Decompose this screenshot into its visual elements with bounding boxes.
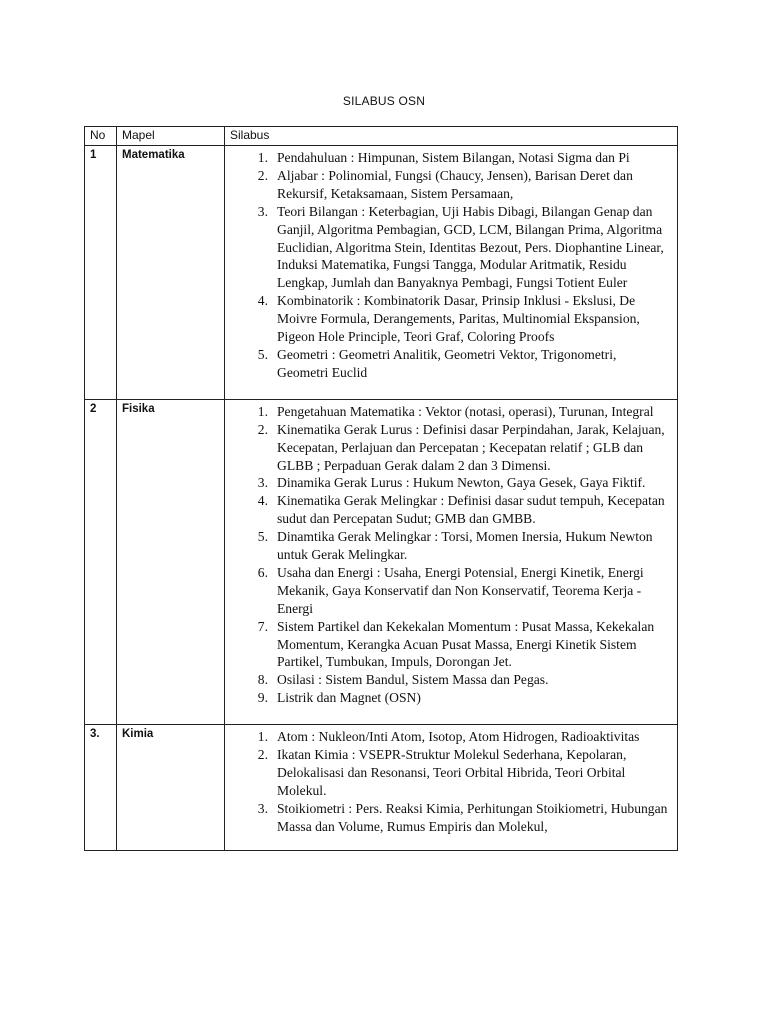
item-text: Kinematika Gerak Lurus : Definisi dasar Perpindahan, Jarak, Kelajuan, Kecepatan, Perlajuan dan Percepatan ; Kecepatan relatif ; GLB dan GLBB ; Perpaduan Gerak dalam 2 dan 3 Dimensi. [277, 421, 665, 473]
syllabus-item [225, 403, 671, 421]
syllabus-item [225, 149, 671, 167]
item-number: 2. [257, 747, 268, 763]
syllabus-item [225, 421, 671, 475]
syllabus-item [225, 618, 671, 672]
item-number: 9. [257, 690, 268, 706]
item-text: Aljabar : Polinomial, Fungsi (Chaucy, Jensen), Barisan Deret dan Rekursif, Ketaksamaan, Sistem Persamaan, [277, 167, 633, 201]
syllabus-list [225, 403, 671, 707]
syllabus-item [225, 671, 671, 689]
row-number: 2 [85, 399, 117, 724]
header-no: No [85, 127, 117, 146]
item-number: 2. [257, 421, 268, 437]
row-number: 3. [85, 725, 117, 851]
item-number: 5. [257, 529, 268, 545]
subject-name: Fisika [117, 399, 225, 724]
item-text: Pendahuluan : Himpunan, Sistem Bilangan, Notasi Sigma dan Pi [277, 150, 630, 165]
item-text: Sistem Partikel dan Kekekalan Momentum : Pusat Massa, Kekekalan Momentum, Kerangka Acuan Pusat Massa, Energi Kinetik Sistem Partikel, Tumbukan, Impuls, Dorongan Jet. [277, 618, 655, 670]
item-text: Dinamika Gerak Lurus : Hukum Newton, Gaya Gesek, Gaya Fiktif. [277, 475, 646, 491]
table-row-matematika [85, 146, 678, 400]
syllabus-item [225, 728, 671, 746]
table-row-fisika [85, 399, 678, 724]
syllabus-item [225, 689, 671, 707]
document-title: SILABUS OSN [342, 94, 426, 108]
item-number: 1. [257, 150, 268, 165]
item-text: Usaha dan Energi : Usaha, Energi Potensial, Energi Kinetik, Energi Mekanik, Gaya Konservatif dan Non Konservatif, Teorema Kerja - Energi [277, 564, 644, 616]
subject-name: Kimia [117, 725, 225, 851]
item-text: Geometri : Geometri Analitik, Geometri Vektor, Trigonometri, Geometri Euclid [277, 346, 617, 380]
item-number: 4. [257, 493, 268, 509]
item-text: Kombinatorik : Kombinatorik Dasar, Prinsip Inklusi - Ekslusi, De Moivre Formula, Derangements, Paritas, Multinomial Ekspansion, Pigeon Hole Principle, Teori Graf, Coloring Proofs [277, 293, 640, 345]
item-number: 3. [257, 203, 268, 219]
syllabus-list [225, 728, 671, 835]
item-text: Kinematika Gerak Melingkar : Definisi dasar sudut tempuh, Kecepatan sudut dan Percepatan Sudut; GMB dan GMBB. [277, 493, 665, 527]
item-number: 1. [257, 403, 268, 419]
header-mapel: Mapel [117, 127, 225, 146]
syllabus-cell [225, 725, 678, 851]
item-number: 1. [257, 729, 268, 745]
item-number: 3. [257, 475, 268, 491]
item-text: Listrik dan Magnet (OSN) [277, 690, 421, 706]
item-number: 2. [257, 167, 268, 183]
item-text: Osilasi : Sistem Bandul, Sistem Massa dan Pegas. [277, 672, 549, 688]
subject-name: Matematika [117, 146, 225, 400]
item-text: Pengetahuan Matematika : Vektor (notasi, operasi), Turunan, Integral [277, 403, 654, 419]
item-number: 7. [257, 618, 268, 634]
item-text: Teori Bilangan : Keterbagian, Uji Habis Dibagi, Bilangan Genap dan Ganjil, Algoritma Pembagian, GCD, LCM, Bilangan Prima, Algoritma Euclidian, Algoritma Stein, Identitas Bezout, Pers. Diophantine Linear, Induksi Matematika, Fungsi Tangga, Modular Aritmatik, Residu Lengkap, Jumlah dan Banyaknya Pembagi, Fungsi Totient Euler [277, 203, 664, 291]
syllabus-item [225, 800, 671, 836]
item-number: 4. [257, 293, 268, 309]
syllabus-item [225, 474, 671, 492]
item-number: 8. [257, 672, 268, 688]
syllabus-item [225, 564, 671, 618]
syllabus-item [225, 292, 671, 346]
syllabus-item [225, 492, 671, 528]
syllabus-item [225, 167, 671, 203]
syllabus-list [225, 149, 671, 382]
table-row-kimia [85, 725, 678, 851]
item-text: Dinamtika Gerak Melingkar : Torsi, Momen Inersia, Hukum Newton untuk Gerak Melingkar. [277, 529, 653, 563]
item-text: Stoikiometri : Pers. Reaksi Kimia, Perhitungan Stoikiometri, Hubungan Massa dan Volume, Rumus Empiris dan Molekul, [277, 800, 668, 834]
item-number: 3. [257, 800, 268, 816]
syllabus-item [225, 346, 671, 382]
item-text: Ikatan Kimia : VSEPR-Struktur Molekul Sederhana, Kepolaran, Delokalisasi dan Resonansi, Teori Orbital Hibrida, Teori Orbital Molekul. [277, 747, 627, 798]
syllabus-item [225, 528, 671, 564]
header-silabus: Silabus [225, 127, 678, 146]
syllabus-cell [225, 399, 678, 724]
item-number: 5. [257, 346, 268, 362]
syllabus-item [225, 203, 671, 293]
syllabus-table [84, 126, 678, 851]
item-number: 6. [257, 564, 268, 580]
syllabus-item [225, 746, 671, 800]
row-number: 1 [85, 146, 117, 400]
table-header-row [85, 127, 678, 146]
syllabus-cell [225, 146, 678, 400]
item-text: Atom : Nukleon/Inti Atom, Isotop, Atom Hidrogen, Radioaktivitas [277, 729, 640, 745]
